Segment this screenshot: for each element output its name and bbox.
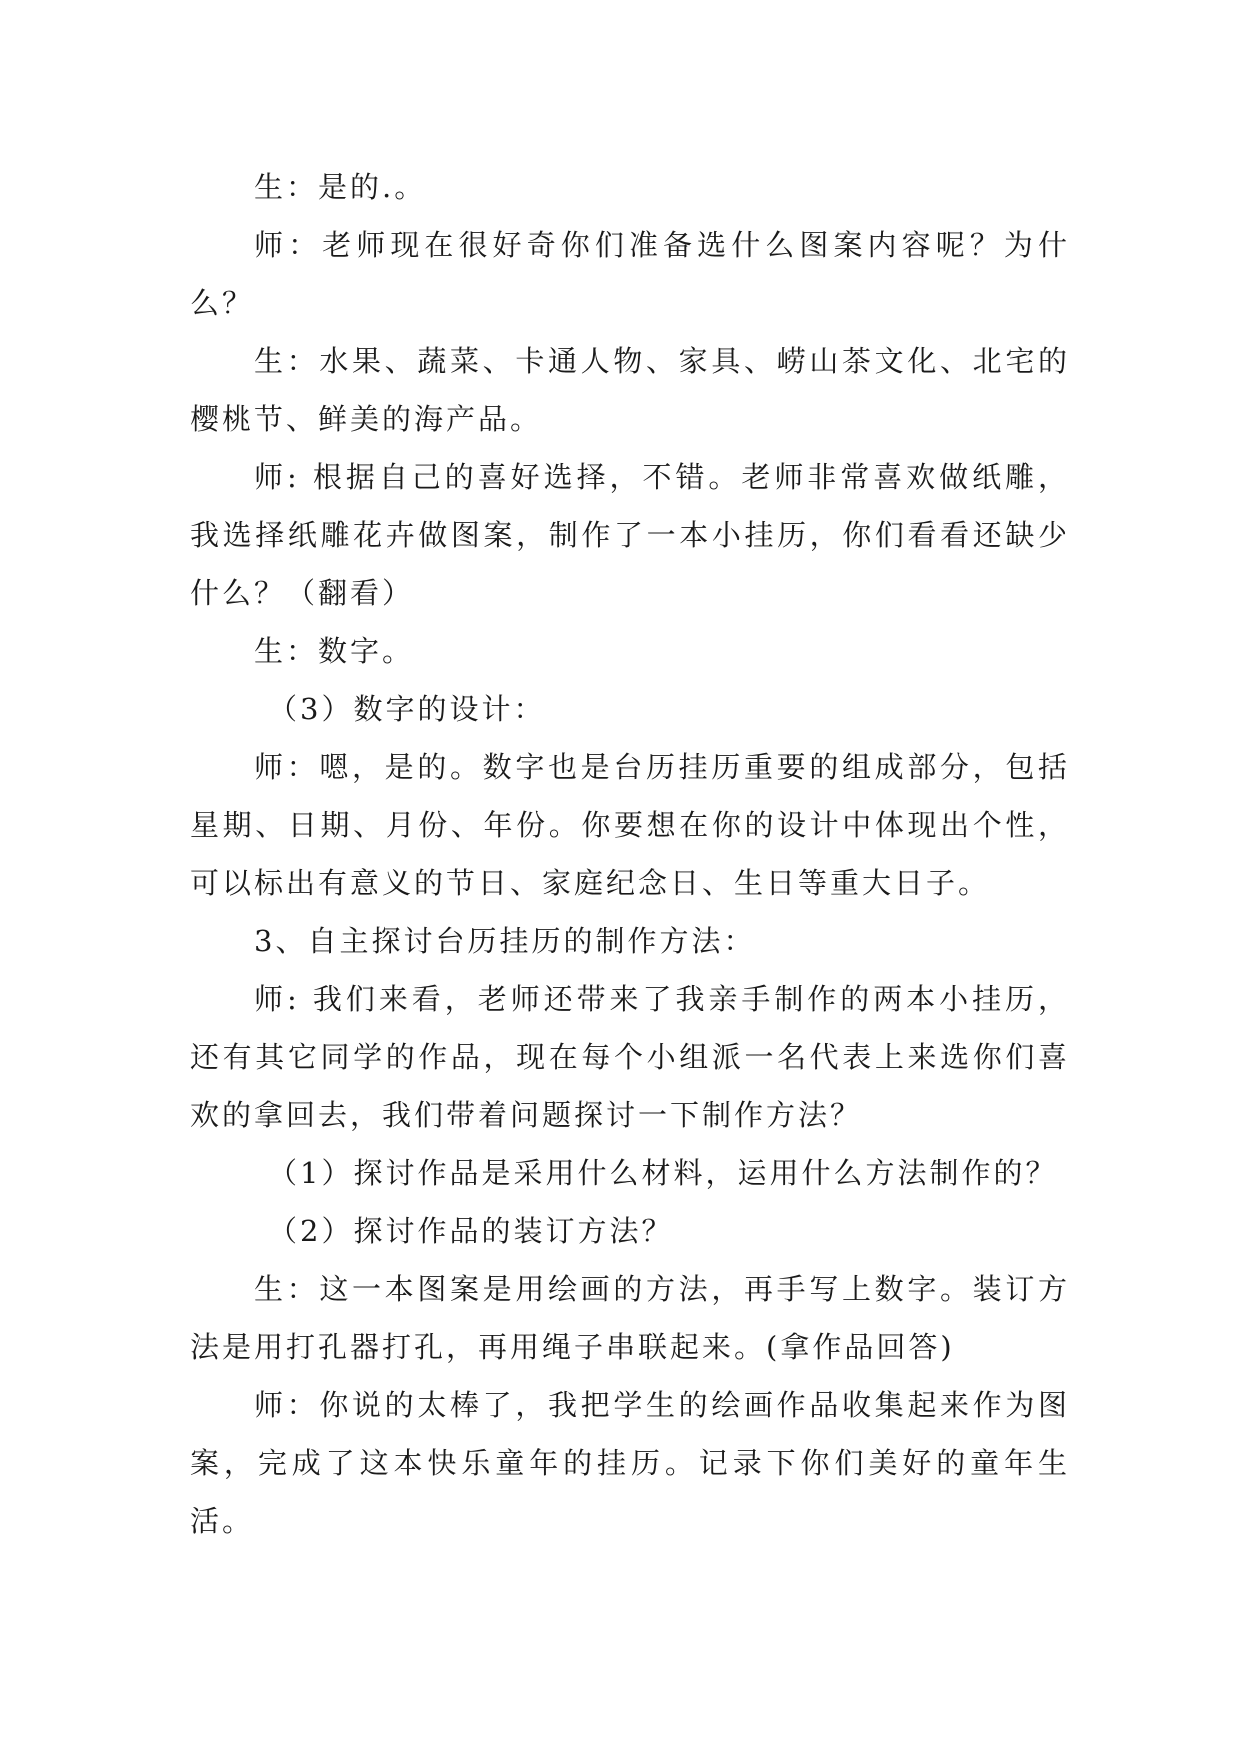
paragraph-student-pattern-answers: 生：水果、蔬菜、卡通人物、家具、崂山茶文化、北宅的樱桃节、鲜美的海产品。 [190,344,1070,436]
paragraph-question-materials: （1）探讨作品是采用什么材料，运用什么方法制作的？ [268,1156,1058,1190]
paragraph-student-yes: 生：是的.。 [254,170,427,204]
paragraph-teacher-numbers-importance: 师：嗯，是的。数字也是台历挂历重要的组成部分，包括星期、日期、月份、年份。你要想在你的设计中体现出个性，可以标出有意义的节日、家庭纪念日、生日等重大日子。 [190,750,1070,900]
paragraph-teacher-two-calendars: 师: 我们来看，老师还带来了我亲手制作的两本小挂历，还有其它同学的作品，现在每个小组派一名代表上来选你们喜欢的拿回去，我们带着问题探讨一下制作方法？ [190,982,1070,1132]
paragraph-teacher-paper-carving: 师: 根据自己的喜好选择，不错。老师非常喜欢做纸雕，我选择纸雕花卉做图案，制作了一本小挂历，你们看看还缺少什么？（翻看） [190,460,1070,610]
paragraph-heading-making-methods: 3、自主探讨台历挂历的制作方法： [254,924,756,958]
paragraph-student-drawing-method: 生：这一本图案是用绘画的方法，再手写上数字。装订方法是用打孔器打孔，再用绳子串联起来。(拿作品回答) [190,1272,1070,1364]
document-page [190,158,1070,1550]
paragraph-heading-number-design: （3）数字的设计： [268,692,546,726]
paragraph-teacher-question-pattern: 师：老师现在很好奇你们准备选什么图案内容呢？为什么？ [190,228,1070,320]
paragraph-question-binding: （2）探讨作品的装订方法？ [268,1214,674,1248]
paragraph-student-numbers: 生：数字。 [254,634,415,668]
paragraph-teacher-happy-childhood: 师：你说的太棒了，我把学生的绘画作品收集起来作为图案，完成了这本快乐童年的挂历。记录下你们美好的童年生活。 [190,1388,1070,1538]
